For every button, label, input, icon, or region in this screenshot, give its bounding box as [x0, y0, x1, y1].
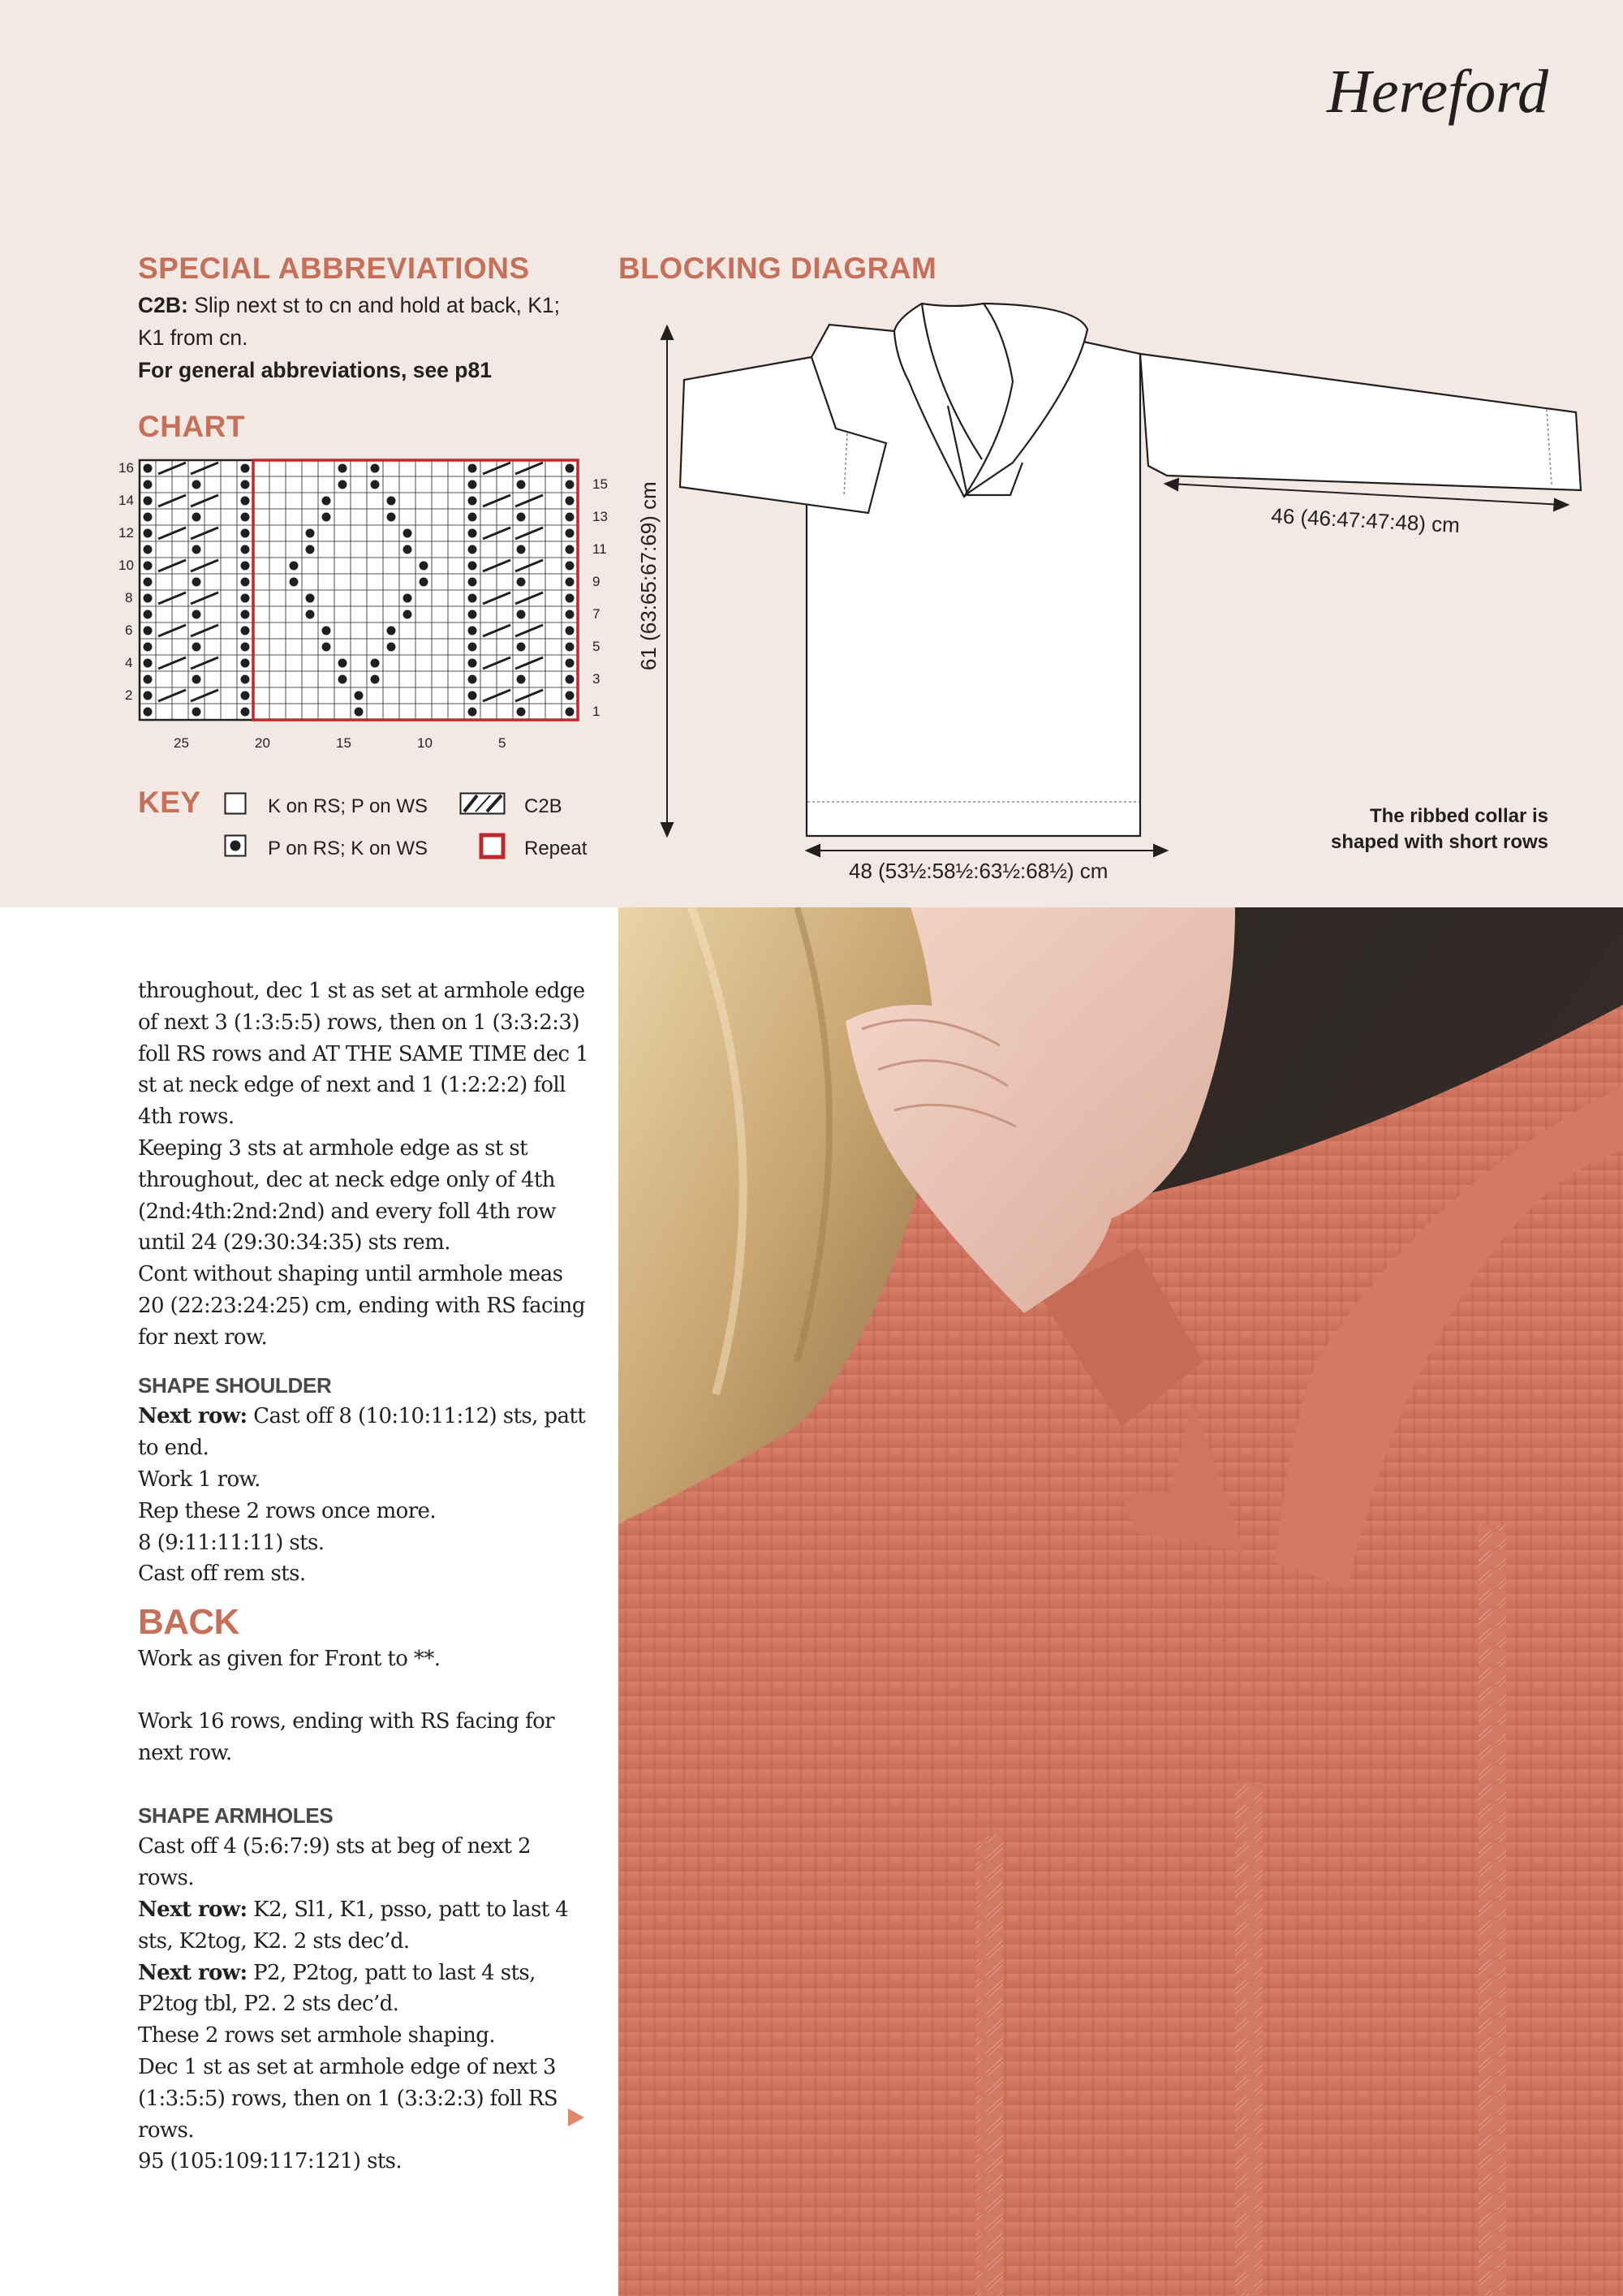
- column-label: 25: [174, 735, 189, 751]
- purl-dot: [144, 578, 153, 587]
- sweater-photo: [618, 907, 1623, 2296]
- paragraph: Rep these 2 rows once more.: [138, 1498, 436, 1523]
- continue-arrow-icon: [568, 2109, 584, 2126]
- purl-dot: [241, 480, 250, 489]
- instruction: K2, Sl1, K1, psso, patt to last 4 sts, K2tog, K2. 2 sts dec’d.: [138, 1897, 569, 1954]
- purl-dot: [468, 480, 477, 489]
- purl-dot: [517, 513, 526, 522]
- purl-dot: [566, 529, 575, 538]
- purl-dot: [387, 643, 396, 652]
- purl-dot: [306, 545, 315, 554]
- row-label: 8: [125, 590, 133, 605]
- purl-dot: [468, 708, 477, 717]
- purl-dot: [241, 659, 250, 668]
- purl-dot: [387, 513, 396, 522]
- purl-dot: [192, 480, 201, 489]
- purl-dot: [566, 708, 575, 717]
- row-label: 12: [118, 525, 134, 541]
- page-title: Hereford: [1327, 58, 1548, 126]
- instruction: P2, P2tog, patt to last 4 sts, P2tog tbl, P2. 2 sts dec’d.: [138, 1960, 536, 2017]
- purl-dot: [355, 691, 364, 700]
- purl-dot: [468, 545, 477, 554]
- purl-dot: [517, 610, 526, 619]
- row-label: 6: [125, 622, 133, 638]
- row-label: 5: [592, 639, 601, 654]
- empty-square-icon: [224, 792, 248, 816]
- purl-dot: [566, 610, 575, 619]
- purl-dot: [468, 562, 477, 571]
- purl-dot: [241, 708, 250, 717]
- purl-dot: [338, 480, 347, 489]
- purl-dot: [144, 594, 153, 603]
- row-label: 14: [118, 493, 134, 508]
- purl-dot: [387, 627, 396, 635]
- purl-dot: [468, 610, 477, 619]
- c2b-cable-icon: [459, 792, 506, 816]
- purl-dot: [192, 513, 201, 522]
- row-label: 2: [125, 687, 133, 703]
- key-label-c2b: C2B: [524, 795, 562, 817]
- purl-dot: [322, 627, 331, 635]
- row-label: 15: [592, 476, 608, 492]
- row-label: 3: [592, 671, 601, 687]
- shape-shoulder-heading: SHAPE SHOULDER: [138, 1372, 332, 1398]
- paragraph: Cont without shaping until armhole meas 20 (22:23:24:25) cm, ending with RS facing for next row.: [138, 1262, 585, 1350]
- paragraph: 8 (9:11:11:11) sts.: [138, 1530, 325, 1555]
- purl-dot: [566, 513, 575, 522]
- paragraph: Keeping 3 sts at armhole edge as st st throughout, dec at neck edge only of 4th (2nd:4th:2nd:2nd) and every foll 4th row until 24 (29:30:34:35) sts rem.: [138, 1135, 556, 1256]
- purl-dot: [192, 578, 201, 587]
- back-heading: BACK: [138, 1602, 239, 1643]
- purl-dot: [241, 562, 250, 571]
- row-label: 9: [592, 574, 601, 589]
- paragraph: Dec 1 st as set at armhole edge of next 3 (1:3:5:5) rows, then on 1 (3:3:2:3) foll RS rows.: [138, 2054, 558, 2143]
- purl-dot: [517, 480, 526, 489]
- photo-illustration: [618, 907, 1623, 2296]
- purl-dot: [306, 529, 315, 538]
- row-label: 7: [592, 606, 601, 622]
- purl-dot: [566, 562, 575, 571]
- purl-dot: [241, 545, 250, 554]
- purl-dot: [371, 675, 380, 684]
- purl-dot: [290, 578, 299, 587]
- purl-dot: [338, 659, 347, 668]
- purl-dot: [144, 513, 153, 522]
- chart-svg: [114, 450, 617, 759]
- row-label: 16: [118, 460, 134, 476]
- length-dimension: 61 (63:65:67:69) cm: [636, 481, 661, 670]
- purl-dot: [403, 529, 412, 538]
- next-row-label: Next row:: [138, 1960, 248, 1985]
- key-heading: KEY: [138, 786, 201, 819]
- paragraph: Cast off rem sts.: [138, 1562, 306, 1587]
- purl-dot: [403, 594, 412, 603]
- purl-dot: [468, 691, 477, 700]
- paragraph: These 2 rows set armhole shaping.: [138, 2023, 496, 2048]
- purl-dot: [403, 545, 412, 554]
- paragraph: throughout, dec 1 st as set at armhole edge of next 3 (1:3:5:5) rows, then on 1 (3:3:2:3) foll RS rows and AT THE SAME TIME dec 1 st at neck edge of next and 1 (1:2:2:2) foll 4th rows.: [138, 979, 589, 1130]
- purl-dot: [290, 562, 299, 571]
- purl-dot: [566, 545, 575, 554]
- purl-dot: [144, 464, 153, 473]
- abbr-definition: Slip next st to cn and hold at back, K1; K1 from cn.: [138, 293, 560, 350]
- chart-heading: CHART: [138, 410, 245, 443]
- purl-dot: [387, 497, 396, 506]
- purl-dot: [192, 643, 201, 652]
- abbr-term: C2B:: [138, 293, 188, 317]
- purl-dot: [468, 529, 477, 538]
- purl-dot: [566, 627, 575, 635]
- purl-dot: [468, 643, 477, 652]
- purl-dot: [144, 497, 153, 506]
- key-label-k-on-rs: K on RS; P on WS: [268, 795, 428, 817]
- row-label: 1: [592, 704, 601, 719]
- purl-dot: [241, 627, 250, 635]
- purl-dot: [566, 675, 575, 684]
- paragraph: [138, 1958, 592, 2021]
- row-label: 10: [118, 558, 134, 573]
- column-label: 15: [336, 735, 351, 751]
- purl-dot: [468, 675, 477, 684]
- next-row-label: Next row:: [138, 1897, 248, 1922]
- purl-dot: [144, 610, 153, 619]
- purl-dot: [566, 464, 575, 473]
- purl-dot: [241, 643, 250, 652]
- purl-dot: [241, 610, 250, 619]
- purl-dot: [468, 659, 477, 668]
- shape-armholes-heading: SHAPE ARMHOLES: [138, 1803, 334, 1828]
- paragraph: Work 16 rows, ending with RS facing for next row.: [138, 1708, 555, 1765]
- special-abbreviations-heading: SPECIAL ABBREVIATIONS: [138, 252, 530, 285]
- purl-dot: [468, 594, 477, 603]
- purl-dot: [144, 545, 153, 554]
- knitting-chart: [114, 450, 617, 759]
- purl-dot: [306, 594, 315, 603]
- purl-dot: [371, 659, 380, 668]
- purl-dot: [144, 562, 153, 571]
- general-abbreviations-note: For general abbreviations, see p81: [138, 358, 492, 382]
- purl-dot: [338, 464, 347, 473]
- collar-note: The ribbed collar is shaped with short rows: [1330, 805, 1548, 853]
- paragraph: Work 1 row.: [138, 1467, 260, 1492]
- paragraph: Cast off 4 (5:6:7:9) sts at beg of next 2 rows.: [138, 1834, 531, 1891]
- row-label: 4: [125, 655, 133, 670]
- purl-dot: [322, 513, 331, 522]
- purl-dot: [517, 675, 526, 684]
- next-row-label: Next row:: [138, 1404, 248, 1429]
- row-label: 11: [592, 541, 607, 557]
- pattern-text: [138, 976, 592, 2178]
- purl-dot: [241, 513, 250, 522]
- purl-dot: [144, 643, 153, 652]
- purl-dot: [241, 691, 250, 700]
- paragraph: [138, 1401, 592, 1464]
- purl-dot: [566, 691, 575, 700]
- column-label: 20: [255, 735, 270, 751]
- purl-dot: [192, 675, 201, 684]
- purl-dot: [144, 659, 153, 668]
- purl-dot: [468, 513, 477, 522]
- purl-dot: [420, 562, 428, 571]
- purl-dot: [371, 480, 380, 489]
- purl-dot: [322, 643, 331, 652]
- purl-dot: [517, 643, 526, 652]
- right-sleeve: [1140, 354, 1581, 490]
- blocking-diagram: [617, 292, 1591, 893]
- purl-dot: [468, 627, 477, 635]
- purl-dot: [566, 643, 575, 652]
- purl-dot: [517, 578, 526, 587]
- purl-dot: [566, 480, 575, 489]
- purl-dot: [338, 675, 347, 684]
- purl-dot: [468, 578, 477, 587]
- purl-dot: [144, 627, 153, 635]
- purl-dot: [241, 497, 250, 506]
- sleeve-dimension: 46 (46:47:47:48) cm: [1270, 503, 1461, 538]
- column-label: 5: [498, 735, 506, 751]
- dot-square-icon: [224, 834, 248, 859]
- paragraph: 95 (105:109:117:121) sts.: [138, 2149, 403, 2174]
- purl-dot: [468, 497, 477, 506]
- purl-dot: [566, 578, 575, 587]
- purl-dot: [241, 578, 250, 587]
- instruction: Cast off 8 (10:10:11:12) sts, patt to end.: [138, 1404, 586, 1461]
- purl-dot: [517, 545, 526, 554]
- purl-dot: [241, 594, 250, 603]
- paragraph: [138, 1894, 592, 1958]
- key-label-repeat: Repeat: [524, 838, 588, 859]
- purl-dot: [241, 464, 250, 473]
- purl-dot: [144, 708, 153, 717]
- purl-dot: [306, 610, 315, 619]
- purl-dot: [420, 578, 428, 587]
- purl-dot: [517, 708, 526, 717]
- row-label: 13: [592, 509, 608, 524]
- purl-dot: [241, 529, 250, 538]
- width-dimension: 48 (53½:58½:63½:68½) cm: [849, 859, 1109, 883]
- purl-dot: [144, 675, 153, 684]
- special-abbreviations-block: [138, 289, 576, 386]
- paragraph: Work as given for Front to **.: [138, 1647, 441, 1672]
- blocking-diagram-heading: BLOCKING DIAGRAM: [618, 252, 937, 285]
- key-label-p-on-rs: P on RS; K on WS: [268, 838, 428, 859]
- purl-dot: [192, 545, 201, 554]
- purl-dot: [566, 497, 575, 506]
- purl-dot: [192, 708, 201, 717]
- column-label: 10: [417, 735, 433, 751]
- purl-dot: [355, 708, 364, 717]
- purl-dot: [566, 659, 575, 668]
- purl-dot: [241, 675, 250, 684]
- repeat-box-icon: [479, 833, 506, 860]
- purl-dot: [566, 594, 575, 603]
- purl-dot: [144, 480, 153, 489]
- purl-dot: [403, 610, 412, 619]
- purl-dot: [192, 610, 201, 619]
- purl-dot: [144, 691, 153, 700]
- purl-dot: [371, 464, 380, 473]
- purl-dot: [144, 529, 153, 538]
- purl-dot: [322, 497, 331, 506]
- purl-dot: [468, 464, 477, 473]
